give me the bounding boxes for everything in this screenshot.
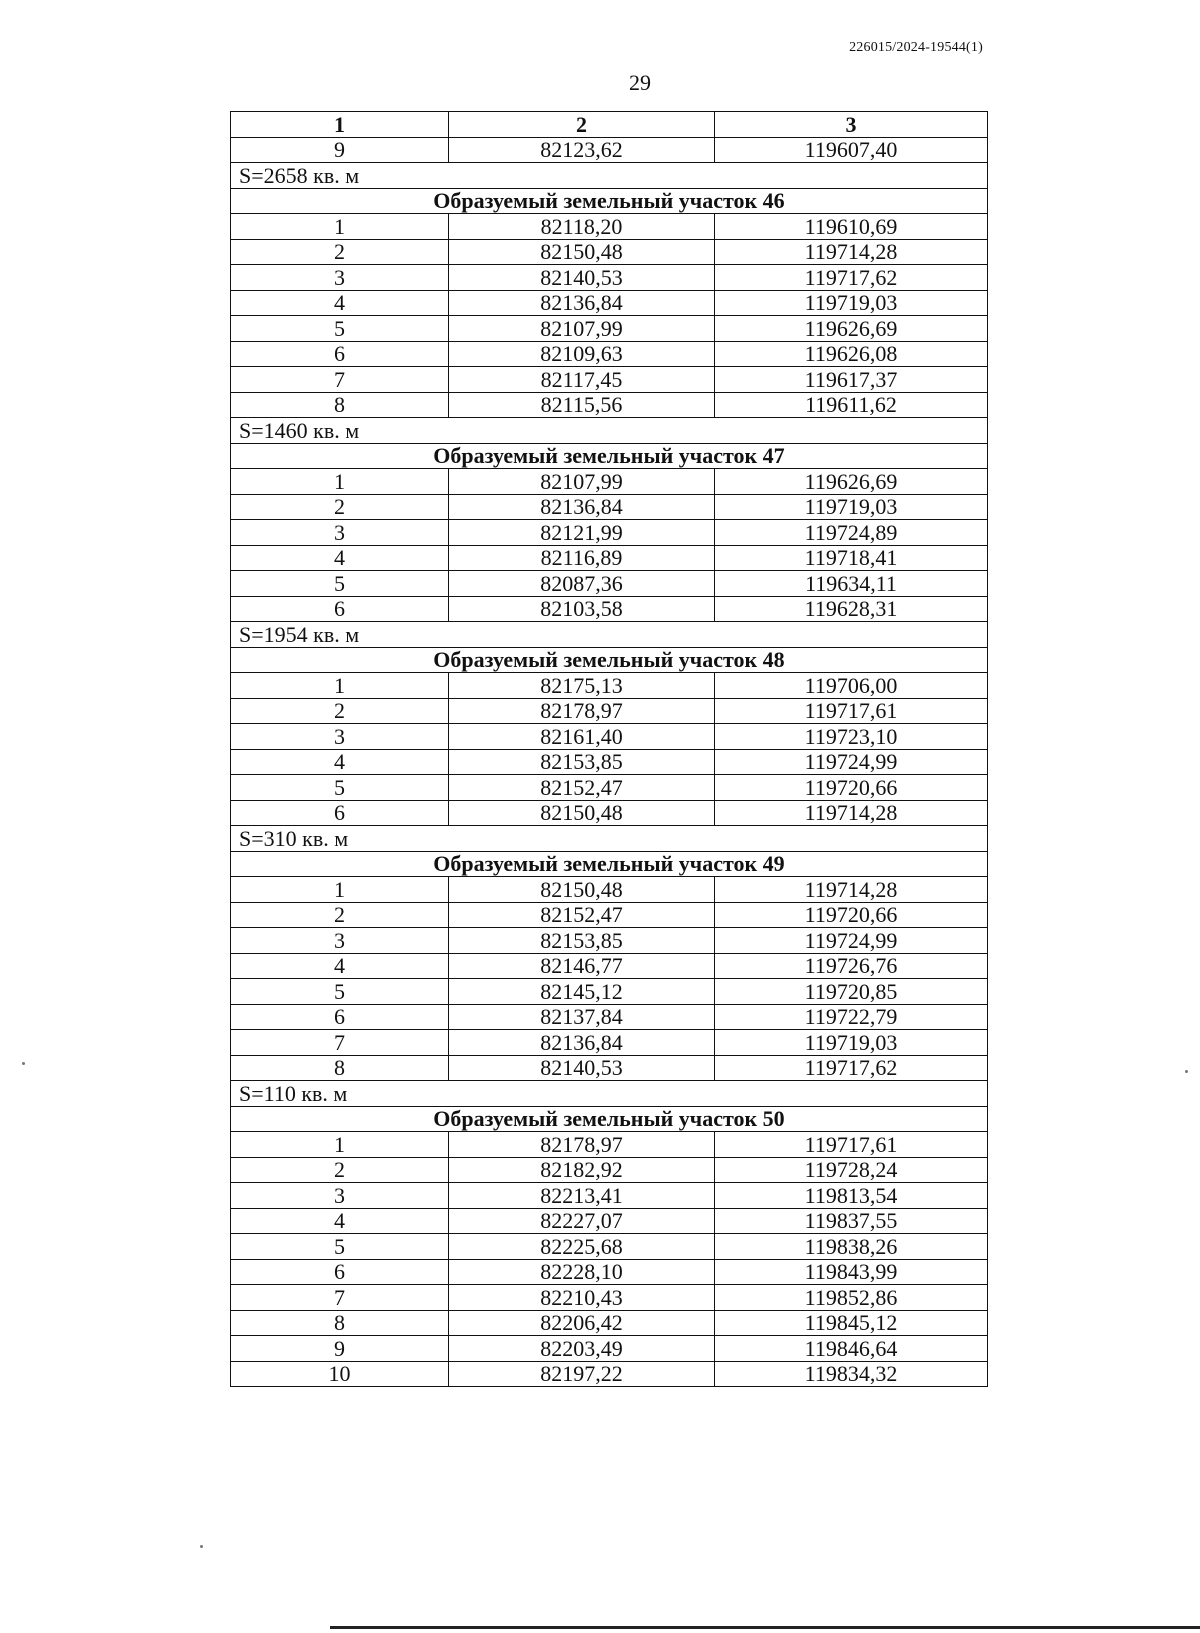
table-cell: 8 [231,1055,449,1081]
table-row [231,1310,988,1336]
table-row [231,214,988,240]
table-row [231,1132,988,1158]
table-cell: 6 [231,800,449,826]
table-cell: 82136,84 [449,494,715,520]
table-row [231,239,988,265]
table-cell: 82150,48 [449,800,715,826]
table-cell: 3 [231,265,449,291]
table-cell: 119626,69 [715,316,988,342]
table-cell: 119628,31 [715,596,988,622]
table-cell: 82152,47 [449,902,715,928]
table-cell: 82116,89 [449,545,715,571]
table-row [231,1285,988,1311]
table-cell: 82210,43 [449,1285,715,1311]
table-row [231,265,988,291]
table-cell: 82123,62 [449,137,715,163]
table-cell: 119852,86 [715,1285,988,1311]
table-row [231,1157,988,1183]
table-cell: 2 [231,698,449,724]
table-row [231,545,988,571]
table-cell: 119607,40 [715,137,988,163]
table-cell: 4 [231,953,449,979]
table-cell: 3 [231,928,449,954]
table-cell: 4 [231,1208,449,1234]
table-cell: 119717,61 [715,698,988,724]
table-cell: 2 [231,494,449,520]
table-cell: 119717,62 [715,265,988,291]
table-row [231,1208,988,1234]
table-cell: 119717,61 [715,1132,988,1158]
parcel-title-row [231,851,988,877]
page-number: 29 [629,70,651,95]
table-cell: 119610,69 [715,214,988,240]
coordinates-table-body [231,112,988,1387]
table-cell: 82136,84 [449,290,715,316]
column-header: 3 [715,112,988,138]
table-cell: 119724,99 [715,749,988,775]
table-cell: 82146,77 [449,953,715,979]
table-cell: 82161,40 [449,724,715,750]
table-row [231,1183,988,1209]
area-label: S=1954 кв. м [231,622,988,648]
table-cell: 82145,12 [449,979,715,1005]
table-cell: 8 [231,1310,449,1336]
table-row [231,698,988,724]
table-cell: 82228,10 [449,1259,715,1285]
table-cell: 6 [231,1004,449,1030]
parcel-title: Образуемый земельный участок 46 [231,188,988,214]
table-cell: 5 [231,571,449,597]
table-cell: 119722,79 [715,1004,988,1030]
table-cell: 82227,07 [449,1208,715,1234]
table-row [231,316,988,342]
table-row [231,800,988,826]
coordinates-table [230,111,988,1387]
table-cell: 8 [231,392,449,418]
table-cell: 119726,76 [715,953,988,979]
table-cell: 119714,28 [715,877,988,903]
table-cell: 119843,99 [715,1259,988,1285]
area-label: S=310 кв. м [231,826,988,852]
table-row [231,1259,988,1285]
table-cell: 82118,20 [449,214,715,240]
table-cell: 119617,37 [715,367,988,393]
table-row [231,1030,988,1056]
table-cell: 119719,03 [715,494,988,520]
table-cell: 1 [231,1132,449,1158]
table-row [231,392,988,418]
table-cell: 119714,28 [715,800,988,826]
table-cell: 119714,28 [715,239,988,265]
table-cell: 119719,03 [715,290,988,316]
table-cell: 119706,00 [715,673,988,699]
table-cell: 7 [231,367,449,393]
table-cell: 82225,68 [449,1234,715,1260]
table-row [231,469,988,495]
table-cell: 119720,66 [715,902,988,928]
table-cell: 2 [231,1157,449,1183]
table-cell: 10 [231,1361,449,1387]
parcel-title-row [231,188,988,214]
parcel-title: Образуемый земельный участок 49 [231,851,988,877]
table-cell: 82197,22 [449,1361,715,1387]
parcel-title: Образуемый земельный участок 47 [231,443,988,469]
area-row [231,163,988,189]
table-header-row [231,112,988,138]
area-row [231,622,988,648]
table-cell: 119626,69 [715,469,988,495]
table-cell: 82137,84 [449,1004,715,1030]
table-cell: 82115,56 [449,392,715,418]
table-cell: 119724,99 [715,928,988,954]
table-cell: 82152,47 [449,775,715,801]
table-cell: 6 [231,1259,449,1285]
table-row [231,673,988,699]
area-label: S=2658 кв. м [231,163,988,189]
table-cell: 82182,92 [449,1157,715,1183]
table-cell: 6 [231,341,449,367]
table-row [231,341,988,367]
table-cell: 9 [231,137,449,163]
table-cell: 82103,58 [449,596,715,622]
table-cell: 5 [231,979,449,1005]
scan-speck [22,1062,25,1065]
area-row [231,418,988,444]
table-cell: 119718,41 [715,545,988,571]
area-row [231,826,988,852]
table-cell: 82153,85 [449,749,715,775]
table-cell: 119813,54 [715,1183,988,1209]
table-row [231,953,988,979]
table-cell: 82140,53 [449,1055,715,1081]
table-cell: 119626,08 [715,341,988,367]
table-cell: 82121,99 [449,520,715,546]
table-cell: 82153,85 [449,928,715,954]
table-cell: 119719,03 [715,1030,988,1056]
table-row [231,775,988,801]
table-cell: 82150,48 [449,239,715,265]
table-cell: 3 [231,724,449,750]
table-cell: 119837,55 [715,1208,988,1234]
table-cell: 9 [231,1336,449,1362]
table-cell: 5 [231,316,449,342]
scan-edge-line [330,1626,1200,1629]
table-cell: 119846,64 [715,1336,988,1362]
table-cell: 4 [231,749,449,775]
table-cell: 119720,85 [715,979,988,1005]
table-cell: 4 [231,290,449,316]
table-row [231,137,988,163]
parcel-title: Образуемый земельный участок 50 [231,1106,988,1132]
document-number: 226015/2024-19544(1) [849,40,983,55]
table-row [231,520,988,546]
table-cell: 82203,49 [449,1336,715,1362]
parcel-title-row [231,1106,988,1132]
table-cell: 119634,11 [715,571,988,597]
table-cell: 119845,12 [715,1310,988,1336]
area-label: S=110 кв. м [231,1081,988,1107]
table-cell: 5 [231,775,449,801]
table-cell: 119720,66 [715,775,988,801]
table-cell: 82178,97 [449,698,715,724]
table-cell: 7 [231,1285,449,1311]
table-row [231,1361,988,1387]
table-cell: 82178,97 [449,1132,715,1158]
table-row [231,290,988,316]
table-cell: 1 [231,214,449,240]
table-cell: 119838,26 [715,1234,988,1260]
area-label: S=1460 кв. м [231,418,988,444]
table-cell: 119728,24 [715,1157,988,1183]
table-cell: 4 [231,545,449,571]
table-cell: 3 [231,1183,449,1209]
table-cell: 82087,36 [449,571,715,597]
table-cell: 82136,84 [449,1030,715,1056]
table-cell: 5 [231,1234,449,1260]
table-cell: 2 [231,902,449,928]
table-row [231,596,988,622]
table-cell: 1 [231,877,449,903]
table-cell: 82107,99 [449,469,715,495]
table-row [231,1234,988,1260]
parcel-title-row [231,647,988,673]
table-cell: 7 [231,1030,449,1056]
table-row [231,367,988,393]
table-cell: 2 [231,239,449,265]
scan-speck [1185,1070,1188,1073]
table-cell: 82117,45 [449,367,715,393]
parcel-title: Образуемый земельный участок 48 [231,647,988,673]
table-row [231,724,988,750]
table-row [231,571,988,597]
table-cell: 119724,89 [715,520,988,546]
table-cell: 1 [231,673,449,699]
table-cell: 82213,41 [449,1183,715,1209]
table-cell: 3 [231,520,449,546]
table-cell: 1 [231,469,449,495]
table-cell: 119717,62 [715,1055,988,1081]
column-header: 1 [231,112,449,138]
table-cell: 82107,99 [449,316,715,342]
table-cell: 82109,63 [449,341,715,367]
table-row [231,1055,988,1081]
table-cell: 82150,48 [449,877,715,903]
table-cell: 119611,62 [715,392,988,418]
area-row [231,1081,988,1107]
table-row [231,1336,988,1362]
table-row [231,749,988,775]
table-cell: 82206,42 [449,1310,715,1336]
table-cell: 82175,13 [449,673,715,699]
table-cell: 6 [231,596,449,622]
table-cell: 82140,53 [449,265,715,291]
parcel-title-row [231,443,988,469]
table-row [231,494,988,520]
column-header: 2 [449,112,715,138]
table-cell: 119834,32 [715,1361,988,1387]
scan-speck [200,1545,203,1548]
table-row [231,979,988,1005]
table-cell: 119723,10 [715,724,988,750]
table-row [231,1004,988,1030]
table-row [231,877,988,903]
table-row [231,902,988,928]
table-row [231,928,988,954]
